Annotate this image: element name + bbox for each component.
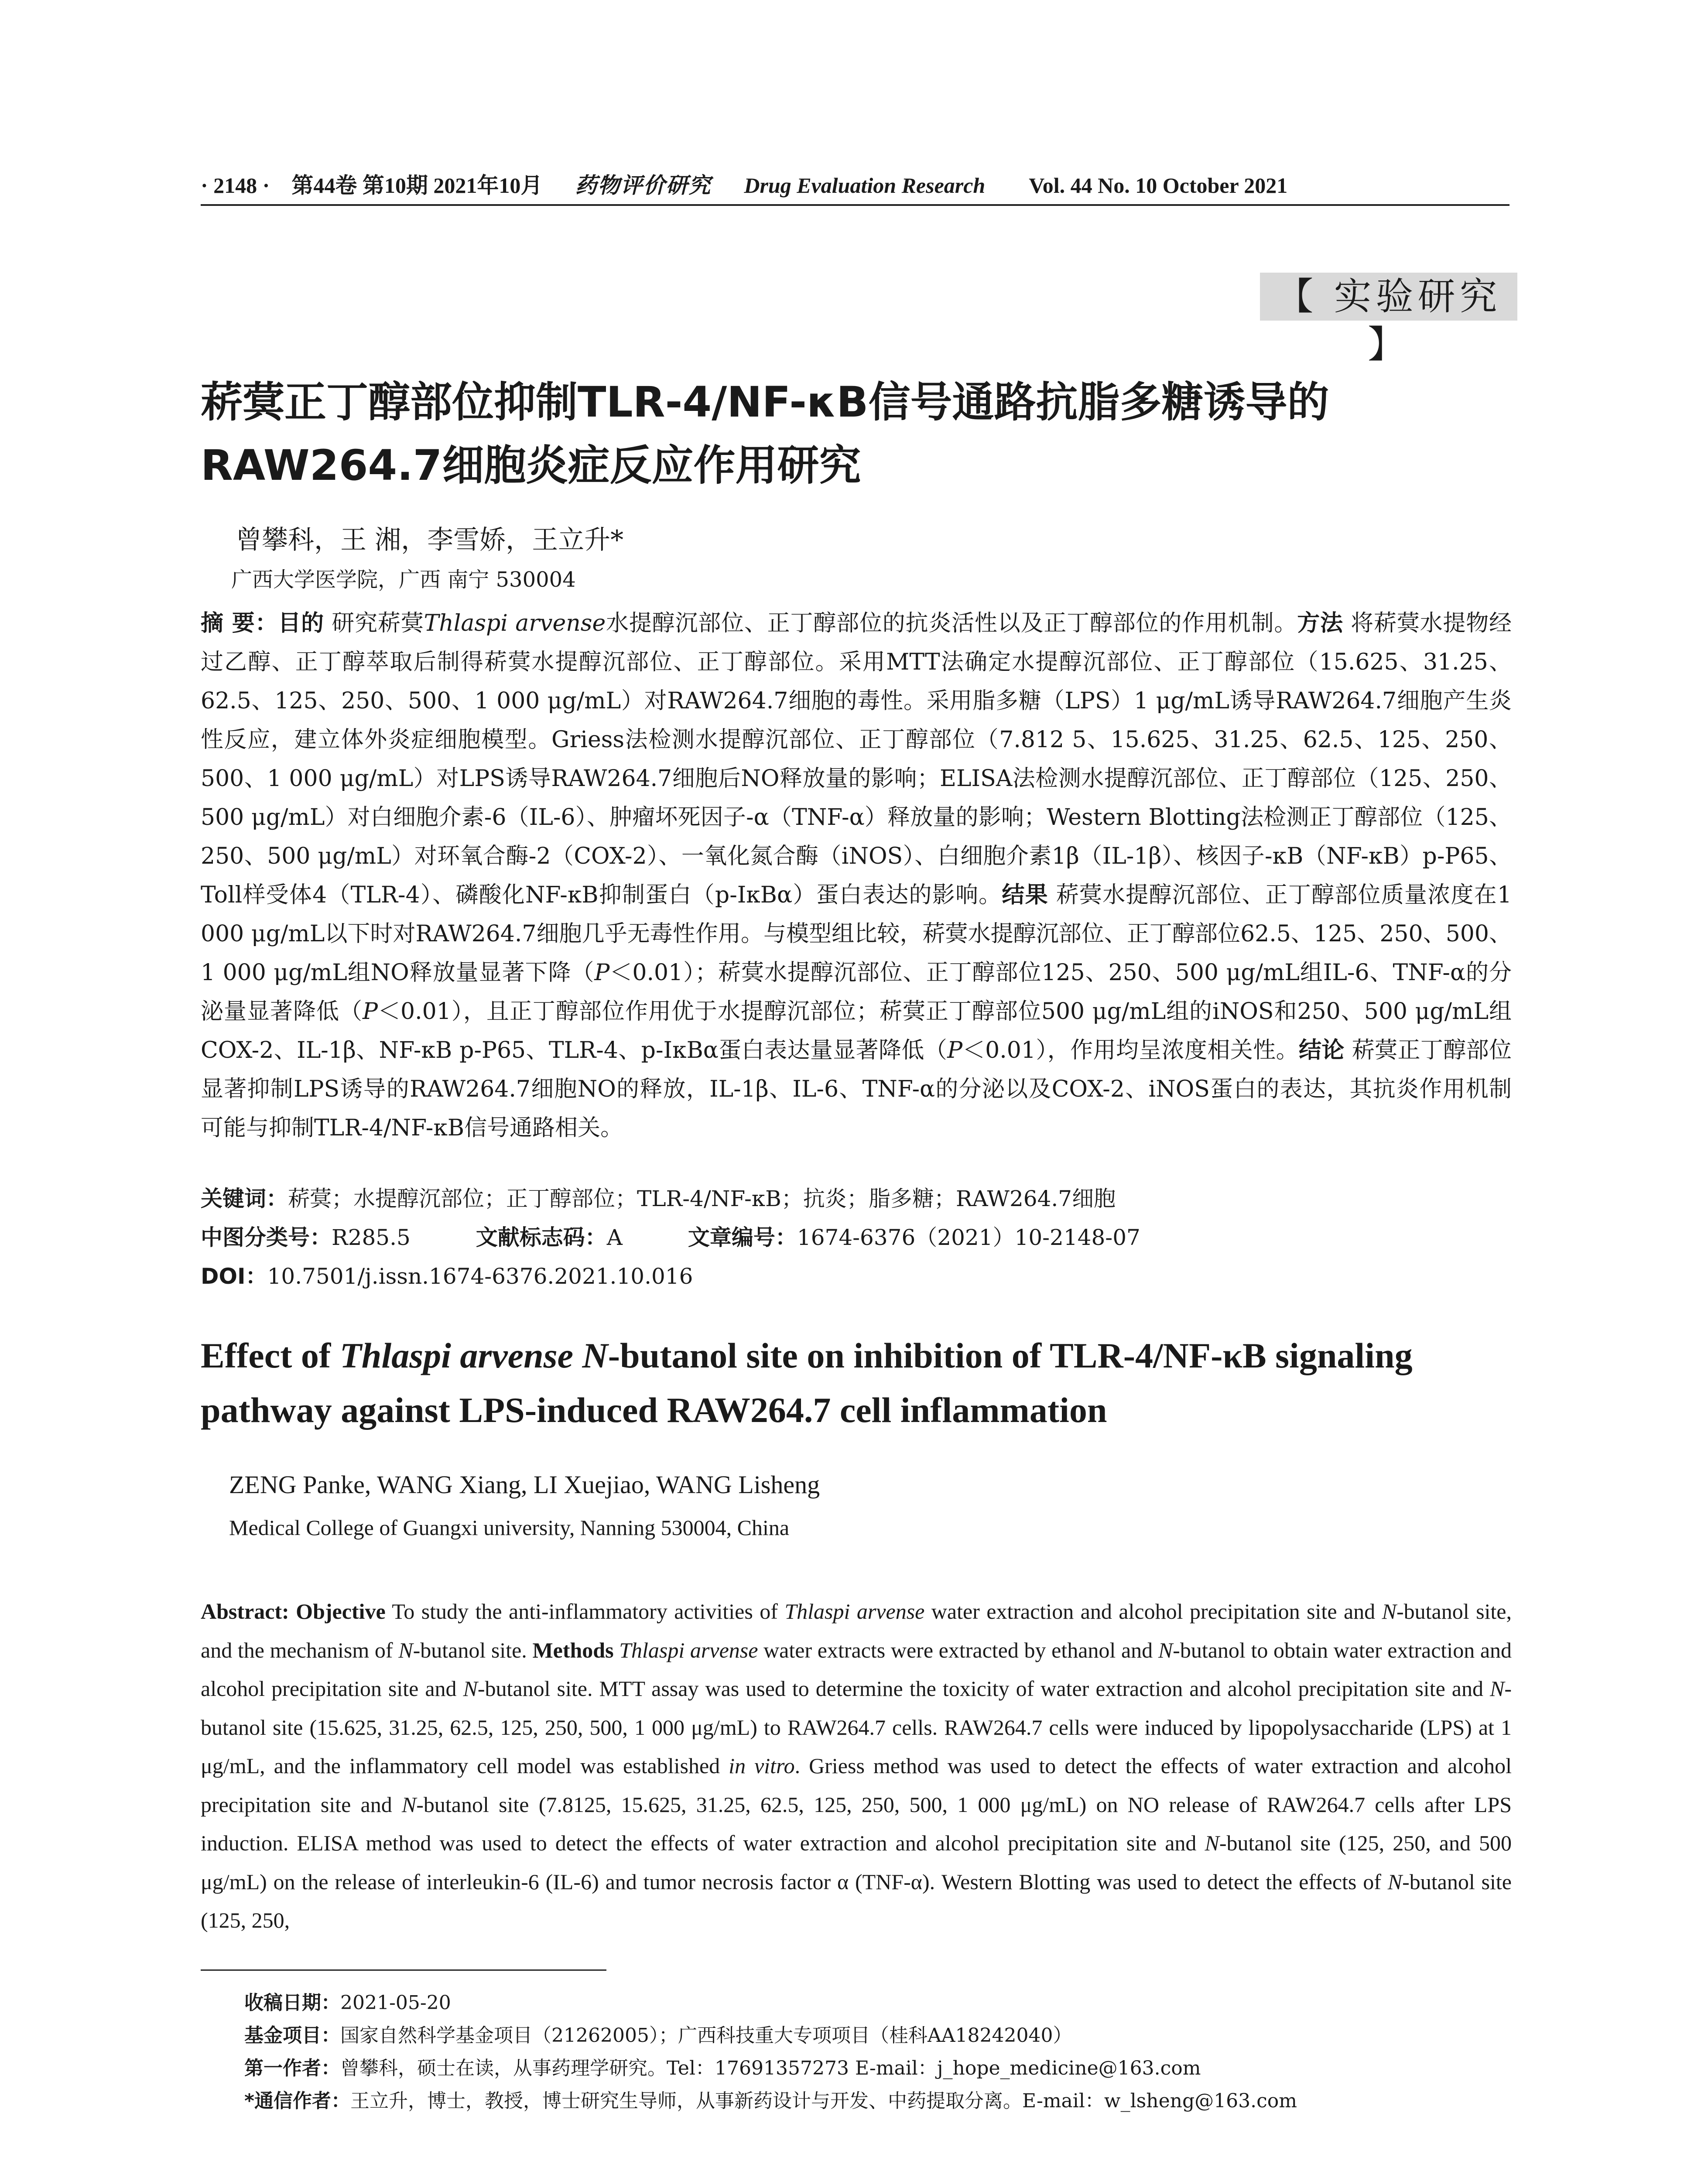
en-abstract-text: water extracts were extracted by ethanol and xyxy=(758,1637,1158,1662)
keywords-label: 关键词： xyxy=(201,1186,288,1211)
cn-species-name: Thlaspi arvense xyxy=(424,610,606,636)
journal-name-en: Drug Evaluation Research xyxy=(744,173,986,198)
n-letter: N xyxy=(463,1676,478,1701)
fund-label: 基金项目： xyxy=(244,2024,340,2047)
keywords: 菥蓂；水提醇沉部位；正丁醇部位；TLR-4/NF-κB；抗炎；脂多糖；RAW264.7细胞 xyxy=(288,1186,1116,1211)
en-abstract-text: -butanol site (125, 250, and 500 μg/mL) on the release of interleukin-6 (IL-6) and tumor necrosis factor α (TNF-α). Western Blotting was used to detect the effects of xyxy=(201,1831,1512,1894)
section-tag: 【 实验研究 】 xyxy=(1260,273,1517,321)
cn-authors: 曾攀科，王 湘，李雪娇，王立升* xyxy=(236,525,624,555)
p-symbol: P xyxy=(594,960,610,986)
doccode-label: 文献标志码： xyxy=(476,1225,607,1250)
footnote-first-author xyxy=(244,2052,1201,2080)
en-abstract-text: . Griess method was used to detect the effects of water extraction and alcohol precipitation site and xyxy=(201,1754,1512,1817)
classification-line xyxy=(201,1220,1140,1251)
cn-title: 菥蓂正丁醇部位抑制TLR-4/NF-κB信号通路抗脂多糖诱导的RAW264.7细胞炎症反应作用研究 xyxy=(201,378,1329,490)
header-rule xyxy=(201,204,1509,206)
cn-results-text-2: ＜0.01）；菥蓂水提醇沉部位、正丁醇部位125、250、500 μg/mL组IL-6、TNF-α的分泌量显著降低（ xyxy=(201,960,1512,1025)
cn-objective-text: 研究菥蓂 xyxy=(324,610,424,636)
keywords-line xyxy=(201,1181,1116,1213)
n-letter: N xyxy=(1382,1599,1397,1624)
received-label: 收稿日期： xyxy=(244,1992,340,2014)
doi-value[interactable]: 10.7501/j.issn.1674-6376.2021.10.016 xyxy=(267,1264,693,1289)
en-species-name: Thlaspi arvense xyxy=(784,1599,925,1624)
en-objective-label: Objective xyxy=(296,1599,386,1624)
doi-line xyxy=(201,1259,693,1290)
fund-text: 国家自然科学基金项目（21262005）；广西科技重大专项项目（桂科AA18242040） xyxy=(340,2024,1072,2047)
volume-en: Vol. 44 No. 10 October 2021 xyxy=(1029,173,1288,198)
cn-conclusion-label: 结论 xyxy=(1298,1037,1345,1063)
cn-methods-label: 方法 xyxy=(1297,610,1343,636)
en-abstract-text: water extraction and alcohol precipitation site and xyxy=(924,1599,1382,1624)
in-vitro: in vitro xyxy=(729,1754,795,1778)
cn-affiliation: 广西大学医学院，广西 南宁 530004 xyxy=(231,567,576,592)
cn-methods-text: 将菥蓂水提物经过乙醇、正丁醇萃取后制得菥蓂水提醇沉部位、正丁醇部位。采用MTT法确定水提醇沉部位、正丁醇部位（15.625、31.25、62.5、125、250、500、1 000 μg/mL）对RAW264.7细胞的毒性。采用脂多糖（LPS）1 μg/mL诱导RAW264.7细胞产生炎性反应，建立体外炎症细胞模型。Griess法检测水提醇沉部位、正丁醇部位（7.812 5、15.625、31.25、62.5、125、250、500、1 000 μg/mL）对LPS诱导RAW264.7细胞后NO释放量的影响；ELISA法检测水提醇沉部位、正丁醇部位（125、250、500 μg/mL）对白细胞介素-6（IL-6）、肿瘤坏死因子-α（TNF-α）释放量的影响；Western Blotting法检测正丁醇部位（125、250、500 μg/mL）对环氧合酶-2（COX-2）、一氧化氮合酶（iNOS）、白细胞介素1β（IL-1β）、核因子-κB（NF-κB）p-P65、Toll样受体4（TLR-4）、磷酸化NF-κB抑制蛋白（p-IκBα）蛋白表达的影响。 xyxy=(201,610,1512,908)
n-letter: N xyxy=(398,1637,413,1662)
footnote-fund xyxy=(244,2020,1072,2048)
p-symbol: P xyxy=(363,998,378,1025)
n-letter: N xyxy=(401,1792,417,1817)
n-letter: N xyxy=(1158,1637,1173,1662)
journal-logo: 药物评价研究 xyxy=(575,172,712,198)
en-abstract-text: -butanol site (125, 250, xyxy=(201,1869,1512,1932)
first-author-text: 曾攀科，硕士在读，从事药理学研究。Tel：17691357273 E-mail：j_hope_medicine@163.com xyxy=(340,2057,1201,2079)
en-abstract-text: -butanol to obtain water extraction and alcohol precipitation site and xyxy=(201,1637,1512,1701)
en-abstract-label: Abstract: xyxy=(201,1599,296,1624)
cn-results-label: 结果 xyxy=(1002,882,1048,908)
footnote-rule xyxy=(201,1969,606,1971)
doccode-value: A xyxy=(606,1225,623,1250)
first-author-label: 第一作者： xyxy=(244,2057,340,2079)
en-abstract-text: -butanol site (7.8125, 15.625, 31.25, 62.5, 125, 250, 500, 1 000 μg/mL) on NO release of RAW264.7 cells after LPS induction. ELISA method was used to detect the effects of water extraction and alcohol precipitation site and xyxy=(201,1792,1512,1855)
cn-conclusion-text: 菥蓂正丁醇部位显著抑制LPS诱导的RAW264.7细胞NO的释放，IL-1β、IL-6、TNF-α的分泌以及COX-2、iNOS蛋白的表达，其抗炎作用机制可能与抑制TLR-4/NF-κB信号通路相关。 xyxy=(201,1037,1512,1141)
en-title-text: Effect of xyxy=(201,1336,340,1375)
clc-value: R285.5 xyxy=(332,1225,411,1250)
doi-label: DOI： xyxy=(201,1264,267,1289)
cn-abstract-label: 摘 要： xyxy=(201,610,278,636)
article-no-value: 1674-6376（2021）10-2148-07 xyxy=(797,1225,1140,1250)
corresponding-text: 王立升，博士，教授，博士研究生导师，从事新药设计与开发、中药提取分离。E-mail：w_lsheng@163.com xyxy=(350,2090,1297,2112)
en-abstract-text: -butanol site, and the mechanism of xyxy=(201,1599,1512,1662)
cn-results-text-4: ＜0.01），作用均呈浓度相关性。 xyxy=(962,1037,1299,1063)
article-no-label: 文章编号： xyxy=(688,1225,797,1250)
en-methods-label: Methods xyxy=(532,1637,614,1662)
footnote-received xyxy=(244,1987,451,2015)
en-abstract xyxy=(201,1592,1512,1940)
en-species-name: Thlaspi arvense xyxy=(619,1637,758,1662)
en-title-text-2: -butanol site on inhibition of TLR-4/NF-κB signaling pathway against LPS-induced RAW264.7 cell inflammation xyxy=(201,1336,1413,1430)
en-abstract-text: To study the anti-inflammatory activities of xyxy=(385,1599,785,1624)
footnote-corresponding xyxy=(244,2085,1297,2113)
received-date: 2021-05-20 xyxy=(340,1992,451,2014)
en-abstract-text: -butanol site. xyxy=(413,1637,533,1662)
en-abstract-text: -butanol site (15.625, 31.25, 62.5, 125, 250, 500, 1 000 μg/mL) to RAW264.7 cells. RAW264.7 cells were induced by lipopolysaccharide (LPS) at 1 μg/mL, and the inflammatory cell model was established xyxy=(201,1676,1512,1778)
clc-label: 中图分类号： xyxy=(201,1225,332,1250)
n-letter: N xyxy=(1489,1676,1505,1701)
cn-abstract xyxy=(201,604,1512,1148)
en-authors: ZENG Panke, WANG Xiang, LI Xuejiao, WANG Lisheng xyxy=(229,1470,820,1499)
p-symbol: P xyxy=(947,1037,963,1063)
page-number: · 2148 · xyxy=(201,173,270,198)
cn-results-text: 菥蓂水提醇沉部位、正丁醇部位质量浓度在1 000 μg/mL以下时对RAW264.7细胞几乎无毒性作用。与模型组比较，菥蓂水提醇沉部位、正丁醇部位62.5、125、250、500、1 000 μg/mL组NO释放量显著下降（ xyxy=(201,882,1512,986)
volume-cn: 第44卷 第10期 2021年10月 xyxy=(291,173,543,198)
corresponding-label: *通信作者： xyxy=(244,2090,351,2112)
running-header xyxy=(201,168,1509,199)
n-letter: N xyxy=(1205,1831,1219,1855)
en-affiliation: Medical College of Guangxi university, Nanning 530004, China xyxy=(229,1515,790,1540)
en-abstract-text: -butanol site. MTT assay was used to determine the toxicity of water extraction and alcohol precipitation site and xyxy=(477,1676,1490,1701)
en-title-species: Thlaspi arvense N xyxy=(339,1336,608,1375)
n-letter: N xyxy=(1387,1869,1403,1894)
en-title xyxy=(201,1328,1518,1437)
cn-results-text-3: ＜0.01），且正丁醇部位作用优于水提醇沉部位；菥蓂正丁醇部位500 μg/mL组的iNOS和250、500 μg/mL组COX-2、IL-1β、NF-κB p-P65、TLR-4、p-IκBα蛋白表达量显著降低（ xyxy=(201,998,1512,1063)
cn-objective-text-2: 水提醇沉部位、正丁醇部位的抗炎活性以及正丁醇部位的作用机制。 xyxy=(606,610,1297,636)
cn-objective-label: 目的 xyxy=(278,610,324,636)
